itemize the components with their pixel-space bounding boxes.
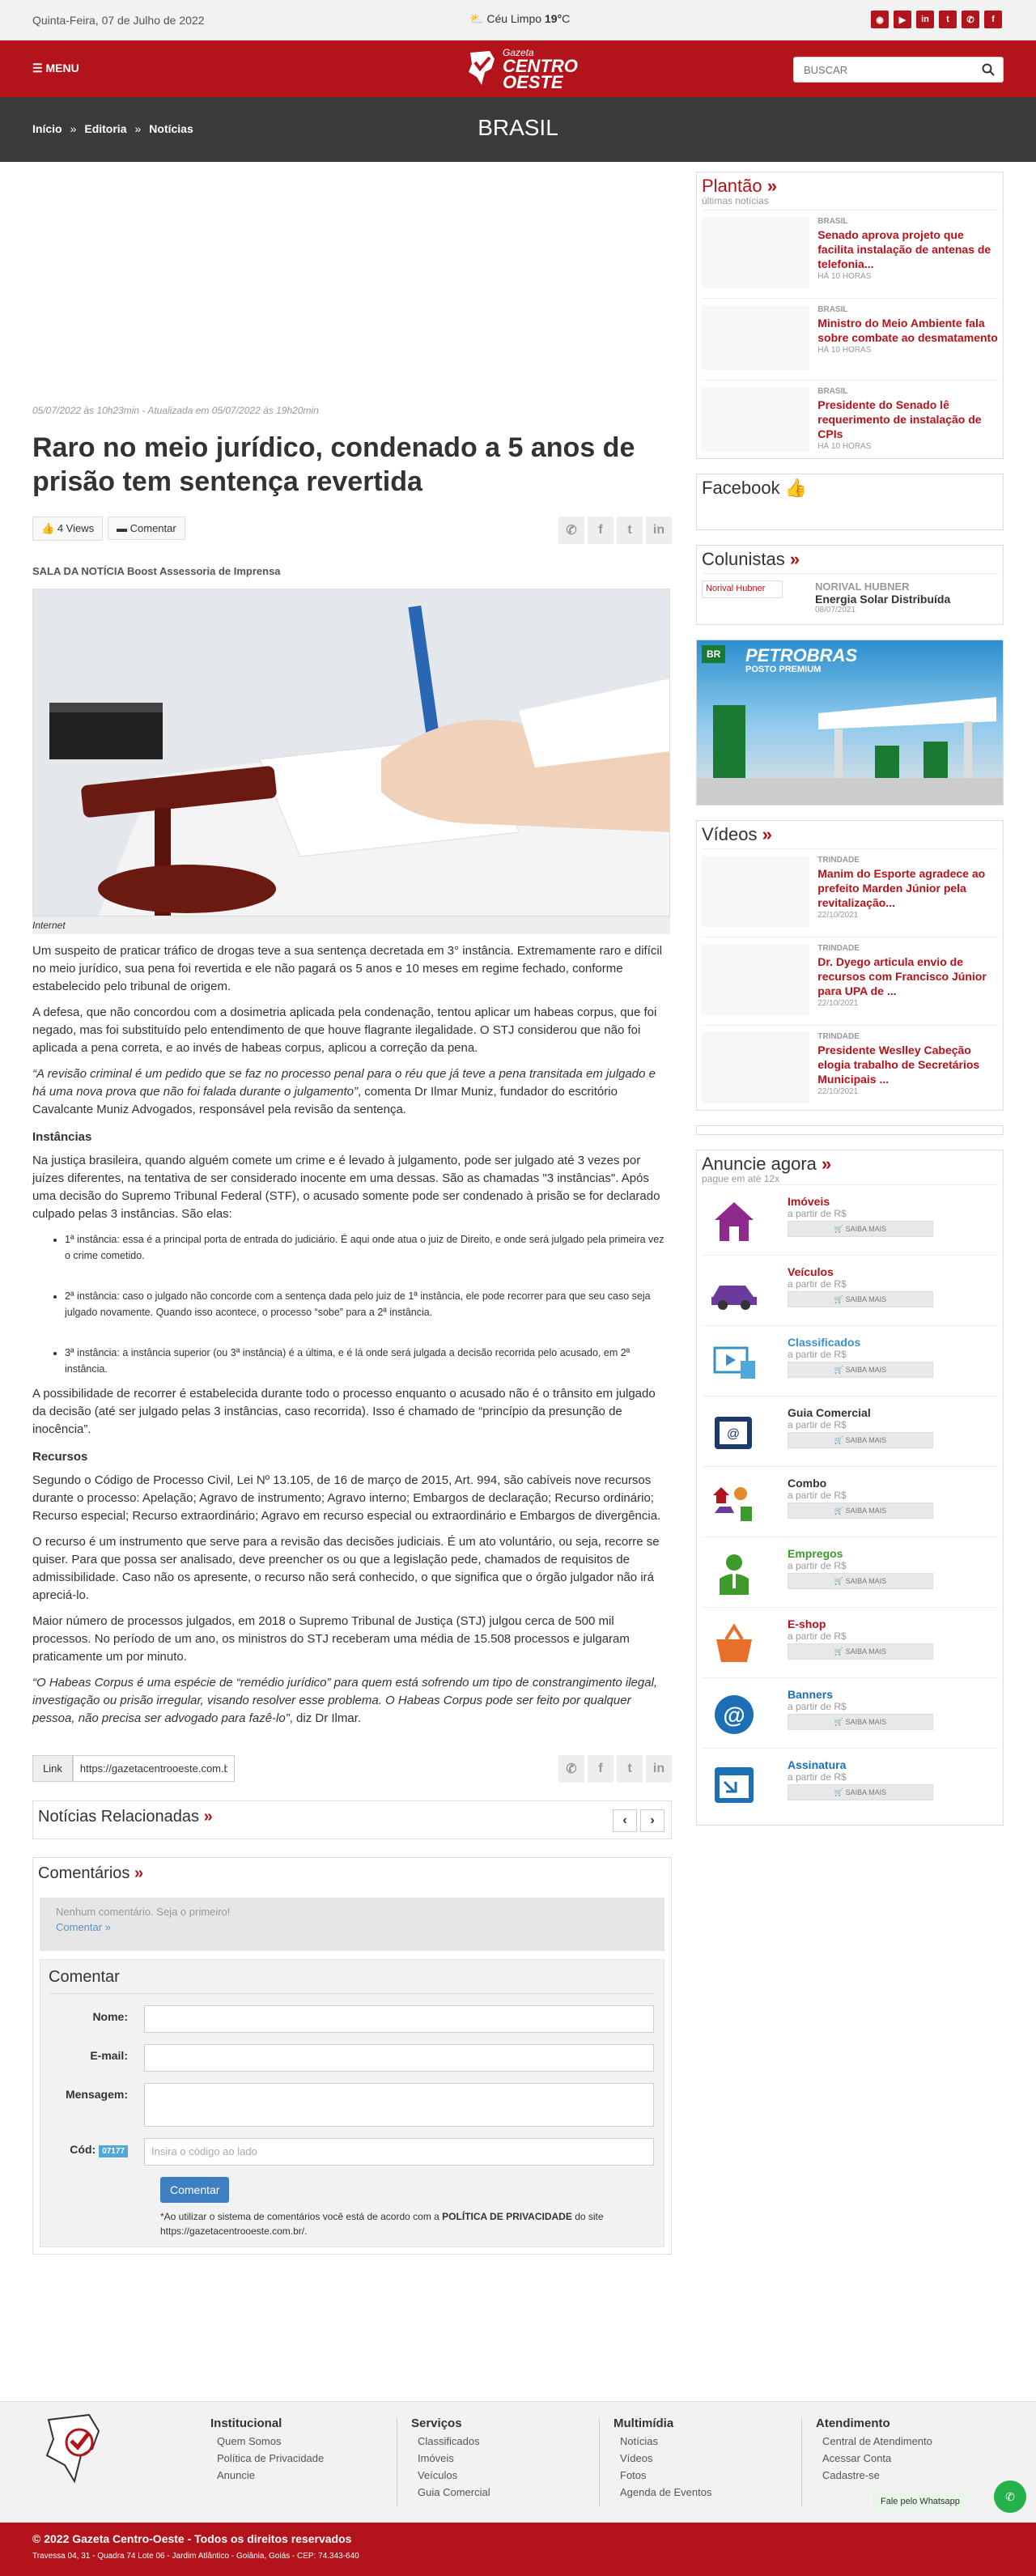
list-item[interactable] [702,210,998,295]
ad-option-price: a partir de R$ [788,1701,847,1712]
anuncie-sub: pague em até 12x [702,1173,780,1184]
article-photo [32,589,670,916]
linkedin-share-icon[interactable]: in [646,1755,672,1783]
no-comments [40,1898,664,1951]
item-title[interactable]: Ministro do Meio Ambiente fala sobre combate ao desmatamento [817,317,998,344]
weather-temp: 19° [544,12,563,25]
quote-attribution: , diz Dr Ilmar. [289,1711,362,1725]
footer-link[interactable]: Classificados [418,2435,480,2447]
column-date: 08/07/2021 [815,606,856,614]
breadcrumb-home[interactable]: Início [32,122,62,135]
sidebar [696,172,1004,1840]
name-label: Nome: [92,2010,128,2023]
logo-line1: CENTRO [503,56,578,76]
gas-station-illustration [697,640,1004,806]
twitter-icon[interactable]: t [939,11,957,28]
comment-button-label: Comentar [130,522,176,534]
ad-option-title: Empregos [788,1547,843,1560]
video-thumbnail [702,856,809,927]
twitter-share-icon[interactable]: t [617,516,643,544]
item-tag: BRASIL [817,217,848,226]
footer-link[interactable]: Veículos [418,2469,458,2481]
quote: “A revisão criminal é um pedido que se faz no processo penal para o réu que já teve a pena transitada em julgado e há uma nova prova que não foi falada durante o julgamento” [32,1067,656,1099]
hamburger-icon: ☰ [32,62,43,74]
classif-icon [702,1336,766,1389]
footer-link[interactable]: Agenda de Eventos [620,2486,712,2498]
item-tag: BRASIL [817,305,848,314]
saiba-mais-label: SAIBA MAIS [845,1647,887,1656]
anuncie-title: Anuncie agora [702,1154,817,1174]
colunistas-box [696,545,1004,625]
car-icon [702,1265,766,1319]
site-logo[interactable] [465,47,578,91]
facebook-icon[interactable]: f [984,11,1002,28]
item-time: 22/10/2021 [817,999,859,1008]
facebook-title: Facebook [702,478,780,498]
menu-button[interactable] [32,62,79,75]
quote-attribution: , comenta Dr Ilmar Muniz, fundador do escritório Cavalcante Muniz Advogados, responsável pela revisão da sentença. [32,1085,618,1116]
breadcrumb-bar [0,97,1036,162]
footer-institucional [210,2417,324,2481]
thumbnail [702,387,809,452]
saiba-mais-button[interactable] [788,1362,933,1378]
comment-icon: ▬ [117,522,127,534]
paragraph [32,1065,672,1119]
weather-label: Céu Limpo [486,12,542,25]
colunistas-arrow: » [789,549,800,569]
item-title[interactable]: Presidente do Senado lê requerimento de instalação de CPIs [817,398,982,440]
linkedin-icon[interactable]: in [916,11,934,28]
saiba-mais-button[interactable] [788,1503,933,1519]
whatsapp-icon[interactable]: ✆ [962,11,979,28]
message-field[interactable] [144,2083,654,2127]
columnist-photo: Norival Hubner [702,580,783,598]
cart-icon: 🛒 [834,1366,844,1374]
item-tag: BRASIL [817,387,848,396]
ad-option-title: Imóveis [788,1195,830,1208]
plantao-title: Plantão [702,176,762,196]
paragraph: Na justiça brasileira, quando alguém comete um crime e é levado à julgamento, pode ser julgado até 3 vezes por juízes diferentes, na tentativa de ser considerado inocente em uma dessas. São as chamadas "3 instâncias". Após uma decisão do Supremo Tribunal Federal (STF), o acusado somente pode ser condenado à prisão se for declarado culpado pelas 3 instâncias. São elas: [32,1154,660,1221]
quote: “O Habeas Corpus é uma espécie de “remédio jurídico” para quem está sofrendo um tipo de constrangimento ilegal, investigação ou prisão irregular, visando resolver esse problema. O Habeas Corpus pode ser feito por qualquer pessoa, não precisa ser advogado para fazê-lo” [32,1676,658,1725]
item-title[interactable]: Manim do Esporte agradece ao prefeito Marden Júnior pela revitalização... [817,867,986,909]
article-meta: 05/07/2022 às 10h23min - Atualizada em 05/07/2022 às 19h20min [32,405,319,416]
banner-sub: POSTO PREMIUM [745,665,822,674]
footer-link[interactable]: Política de Privacidade [217,2452,325,2464]
paragraph [32,1674,672,1728]
youtube-icon[interactable]: ▶ [894,11,911,28]
list-item: • 2ª instância: caso o julgado não concorde com a sentença dada pelo juiz de 1ª instância, ele pode recorrer para que seu caso seja julgado novamente. Quando isso acontece, o processo “sobe” para a 2ª instância. [65,1288,672,1320]
list-item[interactable] [702,1025,998,1110]
photo-caption: Internet [32,916,670,934]
captcha-code: 07177 [99,2145,128,2157]
facebook-box [696,474,1004,530]
shop-icon [702,1617,766,1671]
footer-link[interactable]: Notícias [620,2435,658,2447]
saiba-mais-label: SAIBA MAIS [845,1788,887,1796]
item-time: 22/10/2021 [817,1087,859,1096]
breadcrumb-noticias[interactable]: Notícias [149,122,193,135]
ad-option-title: Combo [788,1477,827,1490]
logo-line2: OESTE [503,72,563,92]
ad-option-title: Veículos [788,1265,834,1278]
colunistas-title: Colunistas [702,549,785,569]
comments-title: Comentários [38,1864,130,1882]
list-item: • 3ª instância: a instância superior (ou 3ª instância) é a última, e é lá onde será julgada a decisão recorrida pelo acusado, em 2ª instância. [65,1345,672,1377]
breadcrumb-editoria[interactable]: Editoria [84,122,127,135]
footer-link[interactable]: Vídeos [620,2452,653,2464]
privacy-note [160,2209,656,2238]
social-links [871,11,1002,28]
columnist-item[interactable] [702,573,998,624]
ad-option-title: Guia Comercial [788,1406,871,1419]
anuncie-box [696,1150,1004,1826]
ad-option-shop[interactable] [702,1607,998,1677]
item-tag: TRINDADE [817,1032,860,1041]
item-title[interactable]: Presidente Weslley Cabeção elogia trabalho de Secretários Municipais ... [817,1044,980,1086]
plantao-arrow: » [766,176,777,196]
saiba-mais-button[interactable] [788,1643,933,1660]
cart-icon: 🛒 [834,1225,844,1233]
cart-icon: 🛒 [834,1788,844,1796]
ad-option-house[interactable] [702,1184,998,1255]
subheading: Recursos [32,1450,88,1464]
saiba-mais-label: SAIBA MAIS [845,1436,887,1444]
note-text: *Ao utilizar o sistema de comentários você está de acordo com a [160,2211,443,2222]
related-nav [613,1809,664,1832]
saiba-mais-label: SAIBA MAIS [845,1507,887,1515]
logo-map-icon [465,48,498,90]
menu-label: MENU [45,62,79,74]
ad-option-job[interactable] [702,1537,998,1607]
videos-box [696,820,1004,1111]
ad-option-price: a partir de R$ [788,1349,847,1360]
ad-option-price: a partir de R$ [788,1278,847,1290]
br-logo: BR [702,645,725,663]
link-label: Link [32,1755,73,1782]
footer-link[interactable]: Fotos [620,2469,647,2481]
logo-small: Gazeta [503,47,534,58]
gavel-hand-illustration [33,589,670,916]
videos-title: Vídeos [702,824,758,844]
related-title: Notícias Relacionadas [38,1808,199,1826]
address: Travessa 04, 31 - Quadra 74 Lote 06 - Jardim Atlântico - Goiânia, Goiás - CEP: 74.343-640 [32,2552,359,2561]
ad-option-title: E-shop [788,1617,826,1630]
footer-heading: Atendimento [816,2417,890,2430]
code-label-text: Cód: [70,2143,96,2156]
search-box [793,57,1004,83]
facebook-share-icon[interactable]: f [588,516,614,544]
saiba-mais-button[interactable] [788,1221,933,1237]
thumbs-up-icon: 👍 [784,478,808,498]
column-title[interactable]: Energia Solar Distribuída [815,593,951,606]
section-title: BRASIL [478,115,558,140]
item-title[interactable]: Dr. Dyego articula envio de recursos com Francisco Júnior para UPA de ... [817,955,987,997]
at-icon [702,1688,766,1741]
ad-option-price: a partir de R$ [788,1208,847,1219]
empty-box [696,1125,1004,1135]
job-icon [702,1547,766,1600]
ad-option-price: a partir de R$ [788,1630,847,1642]
ad-option-price: a partir de R$ [788,1419,847,1430]
search-icon[interactable] [982,63,995,76]
rss-icon[interactable]: ◉ [871,11,889,28]
related-arrow: » [203,1808,213,1826]
views-button[interactable] [32,516,103,541]
form-title: Comentar [49,1968,656,1994]
ad-option-price: a partir de R$ [788,1490,847,1501]
footer-link[interactable]: Cadastre-se [822,2469,880,2481]
thumbs-up-icon: 👍 [41,522,55,534]
footer-heading: Multimídia [614,2417,674,2430]
cart-icon: 🛒 [834,1647,844,1656]
ad-option-title: Classificados [788,1336,861,1349]
name-field[interactable] [144,2005,654,2033]
whatsapp-share-icon[interactable]: ✆ [558,1755,584,1783]
linkedin-share-icon[interactable]: in [646,516,672,544]
anuncie-arrow: » [822,1154,832,1174]
comments-section [32,1857,672,2255]
list-item: • 1ª instância: essa é a principal porta de entrada do judiciário. É aqui onde atua o juiz de Direito, e onde será julgado pela primeira vez o crime cometido. [65,1231,672,1264]
ad-option-sub[interactable] [702,1748,998,1818]
chevron-right-icon: » [70,122,77,135]
cart-icon: 🛒 [834,1718,844,1726]
guia-icon [702,1406,766,1460]
list-item[interactable] [702,937,998,1022]
article-body [32,942,672,1728]
code-field[interactable]: Insira o código ao lado [144,2138,654,2166]
footer-link[interactable]: Quem Somos [217,2435,282,2447]
video-thumbnail [702,1032,809,1103]
item-time: HÁ 10 HORAS [817,442,872,451]
list-item[interactable] [702,848,998,933]
banner-brand: PETROBRAS [745,645,858,665]
chevron-right-icon: » [134,122,142,135]
main-header [0,40,1036,97]
saiba-mais-label: SAIBA MAIS [845,1295,887,1303]
email-field[interactable] [144,2044,654,2072]
saiba-mais-button[interactable] [788,1291,933,1307]
plantao-sub: últimas notícias [702,195,769,206]
article-actions [32,516,672,549]
footer-link[interactable]: Central de Atendimento [822,2435,932,2447]
copyright: © 2022 Gazeta Centro-Oeste - Todos os direitos reservados [32,2532,352,2545]
cart-icon: 🛒 [834,1577,844,1585]
footer-link[interactable]: Acessar Conta [822,2452,892,2464]
ad-option-guia[interactable] [702,1396,998,1466]
footer-multimidia [614,2417,711,2498]
videos-arrow: » [762,824,772,844]
comments-arrow: » [134,1864,144,1882]
ad-option-price: a partir de R$ [788,1560,847,1571]
footer-atendimento [816,2417,932,2481]
ad-option-price: a partir de R$ [788,1771,847,1783]
ad-option-combo[interactable] [702,1466,998,1537]
video-thumbnail [702,944,809,1015]
byline: SALA DA NOTÍCIA Boost Assessoria de Imprensa [32,565,281,577]
sun-cloud-icon: ⛅ [469,12,484,25]
columnist-name: NORIVAL HUBNER [815,580,910,593]
top-bar [0,0,1036,40]
combo-icon [702,1477,766,1530]
saiba-mais-button[interactable] [788,1573,933,1589]
item-time: 22/10/2021 [817,911,859,920]
cart-icon: 🛒 [834,1436,844,1444]
whatsapp-icon[interactable]: ✆ [994,2480,1026,2513]
divider [599,2418,600,2507]
item-time: HÁ 10 HORAS [817,346,872,355]
instance-list [65,1231,672,1377]
thumbnail [702,305,809,370]
footer-logo-icon [40,2410,113,2487]
article-title: Raro no meio jurídico, condenado a 5 anos de prisão tem sentença revertida [32,432,635,497]
cart-icon: 🛒 [834,1507,844,1515]
svg-text:@: @ [723,1702,745,1728]
whatsapp-label[interactable]: Fale pelo Whatsapp [873,2492,968,2511]
comment-button[interactable] [108,516,185,540]
paragraph: A possibilidade de recorrer é estabelecida durante todo o processo enquanto o acusado não é o trânsito em julgado da decisão (até ser julgado pelas 3 instâncias, caso recorrida). Isso é chamado de “princípio da presunção de inocência”. [32,1387,656,1436]
subheading: Instâncias [32,1130,92,1144]
share-buttons [555,516,672,544]
ad-options [702,1184,998,1818]
paragraph: A defesa, que não concordou com a dosimetria aplicada pela condenação, tentou aplicar um habeas corpus, que foi negado, mas foi substituído pelo entendimento de que houve flagrante ilegalidade. O STJ considerou que não foi aplicada a pena correta, e ao invés de habeas corpus, aplicou a correção da pena. [32,1005,657,1055]
whatsapp-share-icon[interactable]: ✆ [558,516,584,544]
breadcrumb [32,122,193,135]
footer-link[interactable]: Guia Comercial [418,2486,490,2498]
item-title[interactable]: Senado aprova projeto que facilita instalação de antenas de telefonia... [817,228,991,270]
link-input[interactable] [73,1755,235,1782]
current-date: Quinta-Feira, 07 de Julho de 2022 [32,14,205,27]
chevron-right-icon[interactable]: › [640,1809,664,1832]
saiba-mais-label: SAIBA MAIS [845,1225,887,1233]
saiba-mais-label: SAIBA MAIS [845,1577,887,1585]
twitter-share-icon[interactable]: t [617,1755,643,1783]
cart-icon: 🛒 [834,1295,844,1303]
thumbnail [702,217,809,288]
message-label: Mensagem: [65,2088,128,2101]
email-label: E-mail: [90,2049,128,2062]
chevron-left-icon[interactable]: ‹ [613,1809,637,1832]
svg-text:@: @ [726,1427,741,1441]
note-text: do site https://gazetacentrooeste.com.br/. [160,2211,604,2237]
house-icon [702,1195,766,1248]
no-comments-text: Nenhum comentário. Seja o primeiro! [56,1906,231,1918]
facebook-share-icon[interactable]: f [588,1755,614,1783]
ad-option-title: Assinatura [788,1758,847,1771]
paragraph: Um suspeito de praticar tráfico de drogas teve a sua sentença decretada em 3° instância. Extremamente raro e difícil no meio jurídico, sua pena foi revertida e ele não pagará os 5 anos e 10 meses em regime fechado, conforme estabelecido pelo tribunal de origem. [32,944,663,993]
divider [801,2418,802,2507]
sub-icon [702,1758,766,1812]
item-tag: TRINDADE [817,944,860,953]
link-row [32,1755,672,1783]
weather-unit: C [562,12,571,25]
views-count: 4 Views [57,522,95,534]
list-item[interactable] [702,380,998,458]
plantao-box [696,172,1004,459]
footer-heading: Serviços [411,2417,462,2430]
privacy-link[interactable]: POLÍTICA DE PRIVACIDADE [442,2211,572,2222]
ad-option-at[interactable] [702,1677,998,1748]
code-label [49,2138,144,2157]
item-time: HÁ 10 HORAS [817,272,872,281]
petrobras-banner[interactable] [696,640,1004,806]
comment-link[interactable]: Comentar » [56,1921,111,1933]
submit-button[interactable]: Comentar [160,2177,229,2203]
saiba-mais-button[interactable] [788,1714,933,1730]
article-column [32,162,672,2255]
saiba-mais-button[interactable] [788,1784,933,1800]
share-buttons-bottom [555,1755,672,1783]
paragraph: Maior número de processos julgados, em 2018 o Supremo Tribunal de Justiça (STJ) julgou cerca de 500 mil processos. No período de um ano, os ministros do STJ receberam uma média de 15.508 processos e julgaram praticamente um por minuto. [32,1614,630,1664]
footer-link[interactable]: Anuncie [217,2469,255,2481]
related-news [32,1800,672,1839]
footer-link[interactable]: Imóveis [418,2452,454,2464]
saiba-mais-button[interactable] [788,1432,933,1448]
ad-space [32,162,672,405]
paragraph: O recurso é um instrumento que serve para a revisão das decisões judiciais. É um ato voluntário, ou seja, recorre se quiser. Para que possa ser analisado, deve preencher os ou que a legislação pede, chamados de requisitos de admissibilidade. Caso não os apresente, o recurso não será conhecido, o que significa que o órgão julgador não irá apreciá-lo. [32,1535,660,1602]
paragraph: Segundo o Código de Processo Civil, Lei Nº 13.105, de 16 de março de 2015, Art. 994, são cabíveis nove recursos durante o processo: Apelação; Agravo de instrumento; Agravo interno; Embargos de declaração; Recurso ordinário; Recurso especial; Recurso extraordinário; Agravo em recurso especial ou extraordinário e Embargos de divergência. [32,1473,661,1523]
saiba-mais-label: SAIBA MAIS [845,1366,887,1374]
footer-servicos [411,2417,490,2498]
saiba-mais-label: SAIBA MAIS [845,1718,887,1726]
list-item[interactable] [702,298,998,376]
item-tag: TRINDADE [817,856,860,865]
weather [469,12,570,26]
footer-heading: Institucional [210,2417,282,2430]
ad-option-car[interactable] [702,1255,998,1325]
search-input[interactable] [794,57,972,82]
copyright-bar [0,2523,1036,2576]
ad-option-classif[interactable] [702,1325,998,1396]
ad-option-title: Banners [788,1688,834,1701]
comment-form [40,1959,664,2247]
